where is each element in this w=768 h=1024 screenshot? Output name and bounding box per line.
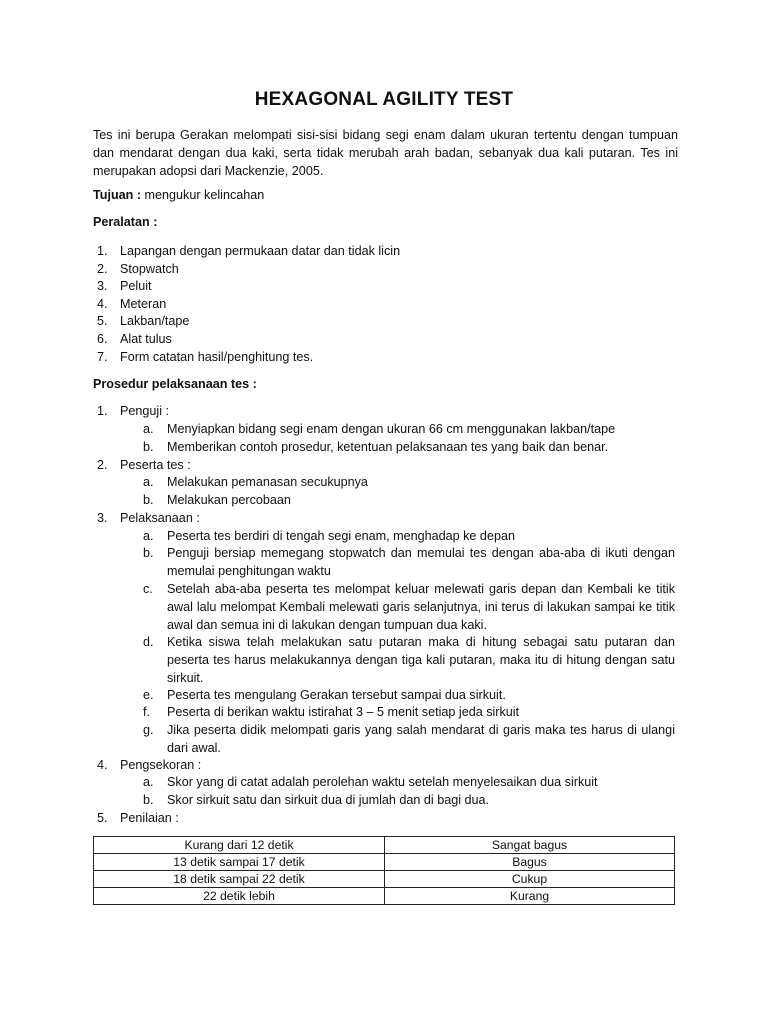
list-text: Peluit	[120, 279, 152, 294]
list-item	[93, 349, 400, 367]
sub-text: Melakukan percobaan	[167, 493, 291, 507]
list-text: Lapangan dengan permukaan datar dan tidak licin	[120, 244, 401, 258]
list-item	[93, 296, 400, 314]
sub-text: Ketika siswa telah melakukan satu putaran maka di hitung sebagai satu putaran dan peserta tes harus melakukannya dengan tiga kali putaran, maka itu di hitung dengan satu sirkuit.	[167, 635, 675, 685]
tujuan-line	[93, 188, 264, 202]
list-number: 2.	[97, 261, 108, 276]
sub-text: Menyiapkan bidang segi enam dengan ukuran 66 cm menggunakan lakban/tape	[167, 422, 616, 436]
list-number: 6.	[97, 331, 108, 346]
section-number: 3.	[97, 511, 108, 525]
list-number: 5.	[97, 314, 108, 329]
section-number: 2.	[97, 458, 108, 472]
table-row	[94, 888, 675, 905]
grade-cell: Sangat bagus	[385, 837, 675, 854]
sub-item	[143, 634, 675, 687]
sub-letter: d.	[143, 635, 154, 649]
section-label: Peserta tes :	[120, 458, 191, 472]
sub-letter: c.	[143, 582, 153, 596]
sub-text: Jika peserta didik melompati garis yang salah mendarat di garis maka tes harus di ulangi dari awal.	[167, 723, 675, 755]
sub-text: Melakukan pemanasan secukupnya	[167, 475, 368, 489]
sub-item	[143, 439, 675, 457]
list-number: 3.	[97, 279, 108, 294]
list-text: Lakban/tape	[120, 314, 190, 329]
sub-item	[143, 774, 675, 792]
prosedur-heading: Prosedur pelaksanaan tes :	[93, 377, 257, 391]
sub-text: Skor yang di catat adalah perolehan waktu setelah menyelesaikan dua sirkuit	[167, 775, 598, 789]
table-row	[94, 871, 675, 888]
penilaian-table	[93, 836, 675, 905]
list-item	[93, 243, 400, 261]
sub-text: Peserta di berikan waktu istirahat 3 – 5 menit setiap jeda sirkuit	[167, 705, 520, 719]
sub-item	[143, 474, 675, 492]
grade-cell: Bagus	[385, 854, 675, 871]
sub-letter: g.	[143, 723, 154, 737]
sub-letter: f.	[143, 705, 150, 719]
list-text: Meteran	[120, 296, 167, 311]
time-cell: Kurang dari 12 detik	[94, 837, 385, 854]
section-number: 5.	[97, 811, 108, 825]
sub-text: Peserta tes mengulang Gerakan tersebut sampai dua sirkuit.	[167, 688, 506, 702]
time-cell: 13 detik sampai 17 detik	[94, 854, 385, 871]
grade-cell: Cukup	[385, 871, 675, 888]
section-number: 1.	[97, 404, 108, 418]
list-item	[93, 313, 400, 331]
sub-item	[143, 792, 675, 810]
table-row	[94, 837, 675, 854]
section-label: Pelaksanaan :	[120, 511, 200, 525]
section-label: Penilaian :	[120, 811, 179, 825]
sub-item	[143, 704, 675, 722]
sub-text: Setelah aba-aba peserta tes melompat keluar melewati garis depan dan Kembali ke titik awal lalu melompat Kembali melewati garis selanjutnya, ini terus di lakukan sampai ke titik awal dan semua ini di lakukan dengan tumpuan dua kaki.	[167, 582, 675, 632]
sub-text: Memberikan contoh prosedur, ketentuan pelaksanaan tes yang baik dan benar.	[167, 440, 609, 454]
time-cell: 18 detik sampai 22 detik	[94, 871, 385, 888]
sub-letter: a.	[143, 475, 154, 489]
time-cell: 22 detik lebih	[94, 888, 385, 905]
document-title: HEXAGONAL AGILITY TEST	[254, 89, 514, 110]
sub-letter: b.	[143, 546, 154, 560]
list-number: 4.	[97, 296, 108, 311]
list-item	[93, 331, 400, 349]
sub-item	[143, 581, 675, 634]
section-number: 4.	[97, 758, 108, 772]
sub-letter: a.	[143, 422, 154, 436]
peralatan-heading: Peralatan :	[93, 215, 158, 229]
list-text: Form catatan hasil/penghitung tes.	[120, 349, 314, 364]
list-number: 7.	[97, 349, 108, 364]
sub-text: Skor sirkuit satu dan sirkuit dua di jumlah dan di bagi dua.	[167, 793, 490, 807]
sub-item	[143, 722, 675, 758]
list-text: Alat tulus	[120, 331, 172, 346]
tujuan-label: Tujuan :	[93, 188, 142, 202]
sub-letter: a.	[143, 775, 154, 789]
peralatan-list	[93, 243, 400, 366]
list-number: 1.	[97, 244, 108, 258]
grade-cell: Kurang	[385, 888, 675, 905]
sub-item	[143, 687, 675, 705]
list-item	[93, 261, 400, 279]
sub-item	[143, 421, 675, 439]
list-item	[93, 278, 400, 296]
sub-letter: b.	[143, 440, 154, 454]
section-label: Pengsekoran :	[120, 758, 202, 772]
list-text: Stopwatch	[120, 261, 179, 276]
sub-letter: b.	[143, 493, 154, 507]
sub-letter: e.	[143, 688, 154, 702]
sub-letter: b.	[143, 793, 154, 807]
table-row	[94, 854, 675, 871]
tujuan-text: mengukur kelincahan	[141, 188, 265, 202]
sub-letter: a.	[143, 529, 154, 543]
sub-item	[143, 492, 675, 510]
sub-item	[143, 528, 675, 546]
section-label: Penguji :	[120, 404, 170, 418]
sub-text: Peserta tes berdiri di tengah segi enam, menghadap ke depan	[167, 529, 515, 543]
sub-item	[143, 545, 675, 581]
sub-text: Penguji bersiap memegang stopwatch dan memulai tes dengan aba-aba di ikuti dengan memulai penghitungan waktu	[167, 546, 675, 578]
intro-paragraph: Tes ini berupa Gerakan melompati sisi-sisi bidang segi enam dalam ukuran tertentu dengan tumpuan dan mendarat dengan dua kaki, serta tidak merubah arah badan, sebanyak dua kali putaran. Tes ini merupakan adopsi dari Mackenzie, 2005.	[93, 128, 678, 178]
